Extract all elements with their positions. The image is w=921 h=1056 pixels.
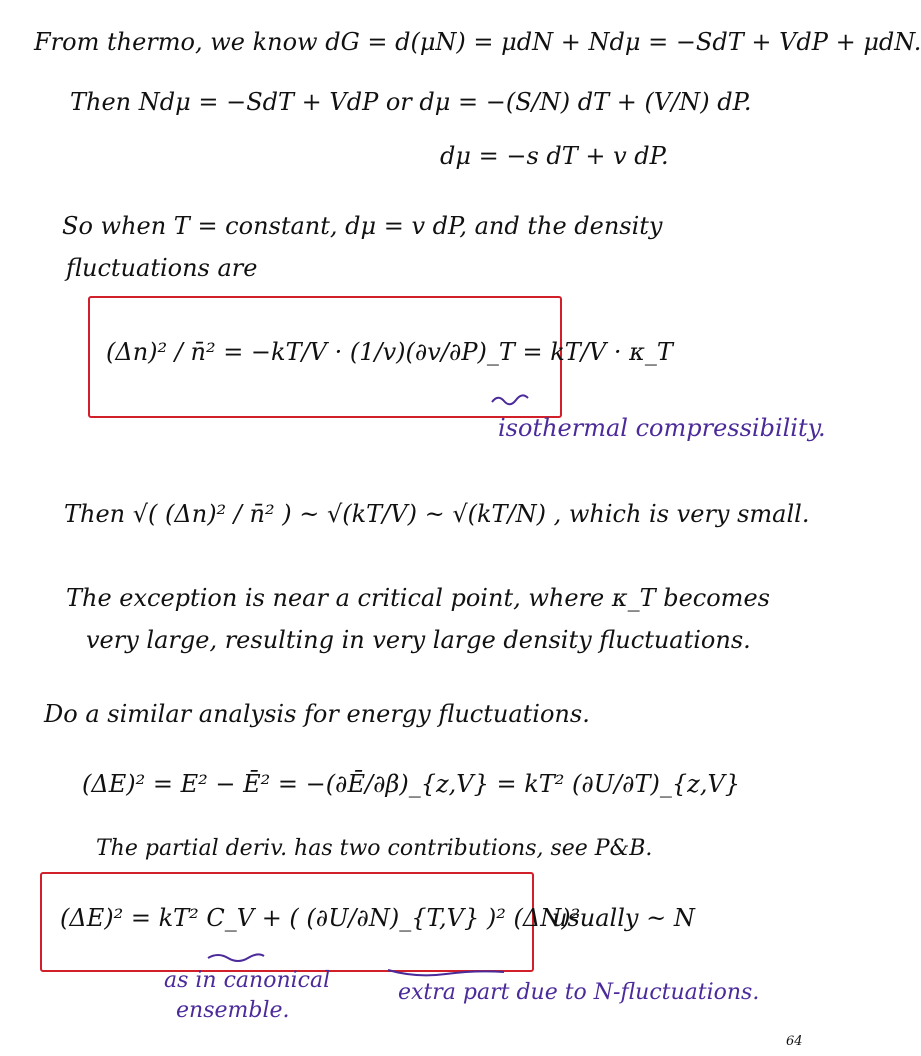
text-usually-order-n: usually ~ N: [552, 904, 695, 932]
text-line-fluctuations-are: fluctuations are: [66, 254, 258, 282]
equation-energy-contributions: (ΔE)² = kT² C_V + ( (∂U/∂N)_{T,V} )² (ΔN)²: [60, 904, 581, 932]
text-line-large-fluctuations: very large, resulting in very large density fluctuations.: [86, 626, 751, 654]
text-line-relative-fluctuation-small: Then √( (Δn)² / n̄² ) ~ √(kT/V) ~ √(kT/N) , which is very small.: [64, 500, 810, 528]
annotation-isothermal-compressibility: isothermal compressibility.: [498, 414, 826, 442]
text-line-partial-derivative: The partial deriv. has two contributions, see P&B.: [96, 836, 653, 861]
squiggle-underline-n-term: [386, 966, 506, 980]
text-line-ndmu: Then Ndμ = −SdT + VdP or dμ = −(S/N) dT + (V/N) dP.: [70, 88, 752, 116]
text-line-constant-temperature: So when T = constant, dμ = v dP, and the density: [62, 212, 663, 240]
equation-energy-fluctuation: (ΔE)² = E² − Ē² = −(∂Ē/∂β)_{z,V} = kT² (∂U/∂T)_{z,V}: [82, 770, 741, 798]
text-line-thermo-relation: From thermo, we know dG = d(μN) = μdN + Ndμ = −SdT + VdP + μdN.: [34, 28, 921, 56]
text-line-critical-point: The exception is near a critical point, where κ_T becomes: [66, 584, 770, 612]
equation-density-fluctuation: (Δn)² / n̄² = −kT/V · (1/v)(∂v/∂P)_T = kT/V · κ_T: [106, 338, 673, 366]
squiggle-underline-kappa: [490, 392, 530, 406]
text-line-dmu-per-particle: dμ = −s dT + v dP.: [440, 142, 669, 170]
annotation-canonical-line2: ensemble.: [176, 998, 290, 1023]
text-line-energy-analysis: Do a similar analysis for energy fluctuations.: [44, 700, 590, 728]
annotation-canonical-line1: as in canonical: [164, 968, 331, 993]
page-number: 64: [786, 1034, 803, 1049]
squiggle-underline-cv-term: [206, 950, 266, 964]
annotation-n-fluctuations: extra part due to N-fluctuations.: [398, 980, 760, 1005]
